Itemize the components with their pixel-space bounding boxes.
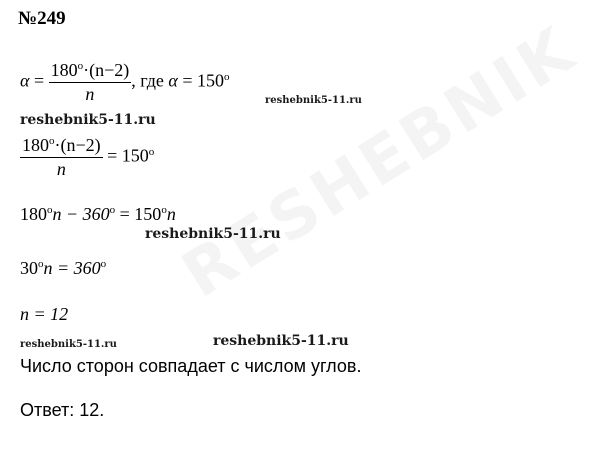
problem-number: №249 [18,8,66,29]
fraction-denominator: n [85,84,95,104]
alpha-symbol-2: α [168,70,178,91]
degree-sign: o [77,60,84,72]
step1-fraction [20,135,103,180]
degree-sign-2: o [224,70,230,83]
watermark-text: reshebnik5-11.ru [20,339,117,350]
num-180: 180 [50,60,78,80]
degree-sign: o [109,204,116,216]
num-180: 180 [22,135,49,155]
fraction-denominator: n [56,159,66,179]
term-n: n [166,204,176,224]
equals-150: = 150 [182,70,224,91]
degree-sign: o [49,135,55,147]
watermark-text: reshebnik5-11.ru [20,112,156,128]
degree-sign: o [161,204,167,216]
formula-fraction [49,60,132,105]
num-rest: ·(n−2) [83,60,130,80]
term-n-eq-360: n = 360 [43,258,101,278]
term-eq-150: = 150 [115,204,162,224]
degree-sign: o [47,204,53,216]
formula-line [20,60,230,105]
term-n-minus-360: n − 360 [52,204,110,224]
conclusion-text: Число сторон совпадает с числом углов. [20,356,362,376]
watermark-text: reshebnik5-11.ru [213,333,349,349]
degree-sign: o [148,145,155,158]
fraction-numerator [49,60,132,83]
alpha-symbol: α [20,70,30,91]
degree-sign: o [100,258,107,270]
answer-text: Ответ: 12. [20,400,105,420]
degree-sign: o [38,258,44,270]
watermark-text: reshebnik5-11.ru [145,226,281,242]
background-watermark [170,13,589,313]
equals-sign: = [33,70,45,91]
equation-step-4: n = 12 [20,304,69,324]
num-rest: ·(n−2) [54,135,101,155]
term-30: 30 [20,258,38,278]
where-text: , где [131,70,164,91]
equation-step-3 [20,258,106,279]
term-180: 180 [20,204,47,224]
equation-step-2 [20,204,176,225]
fraction-numerator [20,135,103,158]
rhs-150: = 150 [107,145,149,166]
equation-step-1 [20,135,154,180]
watermark-text: reshebnik5-11.ru [265,95,362,106]
